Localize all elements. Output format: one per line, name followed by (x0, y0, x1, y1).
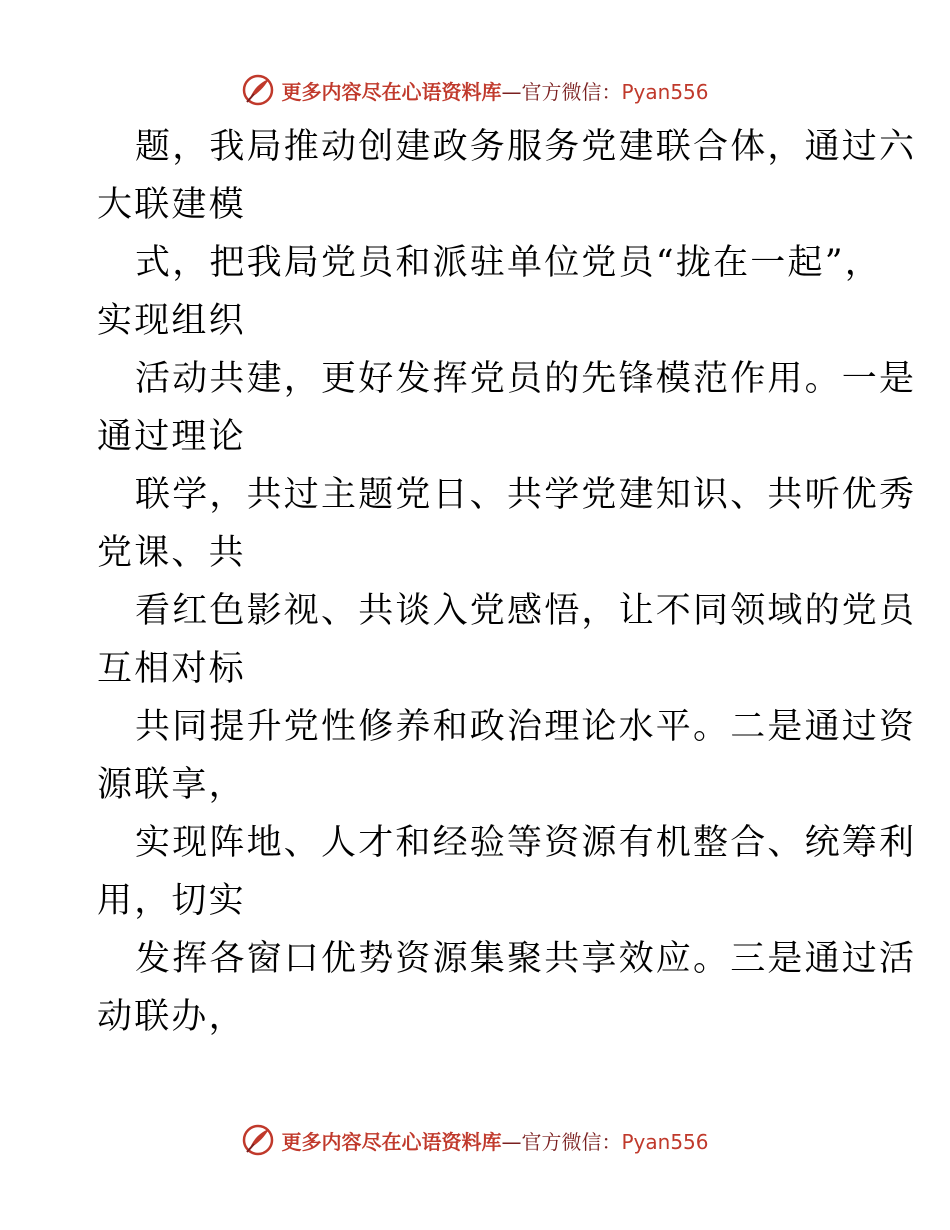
paragraph-line: 发挥各窗口优势资源集聚共享效应。三是通过活 (135, 939, 917, 979)
paragraph-line: 动联办， (97, 997, 246, 1037)
footer-banner (0, 1120, 950, 1160)
paragraph (97, 466, 917, 582)
paragraph-line: 活动共建，更好发挥党员的先锋模范作用。一是 (135, 359, 917, 399)
feather-pen-logo-icon (241, 73, 275, 107)
paragraph-line: 式，把我局党员和派驻单位党员“拢在一起”， (135, 243, 882, 283)
footer-text (281, 1126, 708, 1155)
paragraph (97, 234, 882, 350)
header-banner (0, 70, 950, 110)
footer-site-text: 更多内容尽在心语资料库 (281, 1129, 502, 1154)
footer-wechat-id: Pyan556 (621, 1129, 709, 1154)
paragraph (97, 582, 917, 698)
paragraph-line: 实现组织 (97, 301, 246, 341)
header-separator: — (501, 79, 522, 104)
header-text (281, 76, 708, 105)
paragraph-line: 通过理论 (97, 417, 246, 457)
paragraph-line: 党课、共 (97, 533, 246, 573)
document-body (97, 118, 917, 1046)
feather-pen-logo-icon (241, 1123, 275, 1157)
header-site-text: 更多内容尽在心语资料库 (281, 79, 502, 104)
paragraph (97, 698, 917, 814)
paragraph-line: 联学，共过主题党日、共学党建知识、共听优秀 (135, 475, 917, 515)
paragraph-line: 题，我局推动创建政务服务党建联合体，通过六 (135, 127, 917, 167)
paragraph-line: 共同提升党性修养和政治理论水平。二是通过资 (135, 707, 917, 747)
paragraph-line: 看红色影视、共谈入党感悟，让不同领域的党员 (135, 591, 917, 631)
paragraph (97, 118, 917, 234)
paragraph-line: 互相对标 (97, 649, 246, 689)
header-wechat-id: Pyan556 (621, 79, 709, 104)
paragraph-line: 大联建模 (97, 185, 246, 225)
paragraph-line: 用，切实 (97, 881, 246, 921)
paragraph-line: 实现阵地、人才和经验等资源有机整合、统筹利 (135, 823, 917, 863)
paragraph (97, 350, 917, 466)
paragraph-line: 源联享， (97, 765, 246, 805)
paragraph (97, 814, 917, 930)
paragraph (97, 930, 917, 1046)
footer-wechat-label: 官方微信： (521, 1129, 622, 1154)
footer-separator: — (501, 1129, 522, 1154)
header-wechat-label: 官方微信： (521, 79, 622, 104)
